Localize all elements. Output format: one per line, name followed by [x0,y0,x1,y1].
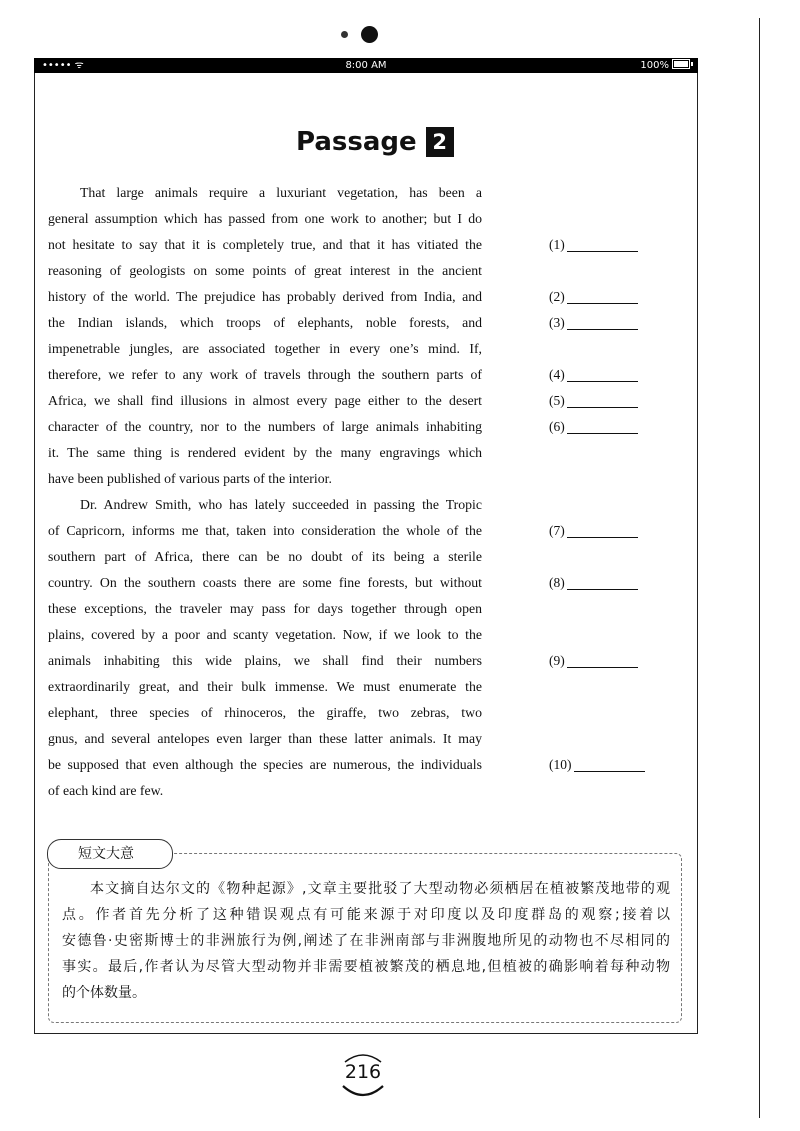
blank-label: (8) [549,575,565,590]
answer-blank-10[interactable] [549,753,649,777]
passage-line: Africa, we shall find illusions in almost every page either to the desert [48,393,482,408]
passage-line: extraordinarily great, and their bulk immense. We must enumerate the [48,679,482,694]
blank-label: (1) [549,237,565,252]
passage-line: of each kind are few. [48,783,164,798]
passage-line: gnus, and several antelopes even larger than these latter animals. It may [48,731,482,746]
page-number [337,1048,389,1100]
answer-blank-5[interactable] [549,389,649,413]
summary-label-tab [47,839,173,869]
summary-line: 点。作者首先分析了这种错误观点有可能来源于对印度以及印度群岛的观察;接着以 [62,907,670,923]
battery-icon [672,59,690,69]
blank-label: (5) [549,393,565,408]
blank-line[interactable] [567,237,638,252]
answer-blank-1[interactable] [549,233,649,257]
passage-number-badge: 2 [426,127,454,157]
answer-blank-3[interactable] [549,311,649,335]
blank-label: (2) [549,289,565,304]
passage-line: southern part of Africa, there can be no doubt of its being a sterile [48,549,482,564]
blank-label: (7) [549,523,565,538]
right-margin-rule [759,18,760,1118]
passage-line: be supposed that even although the species are numerous, the individuals [48,757,482,772]
answer-blank-4[interactable] [549,363,649,387]
passage-line: plains, covered by a poor and scanty vegetation. Now, if we look to the [48,627,482,642]
blank-line[interactable] [567,315,638,330]
blank-line[interactable] [567,653,638,668]
page-frame-bottom [34,1033,698,1034]
passage-line: not hesitate to say that it is completely true, and that it has vitiated the [48,237,482,252]
answer-blank-8[interactable] [549,571,649,595]
camera-lens [361,26,378,43]
blank-label: (6) [549,419,565,434]
answer-blank-9[interactable] [549,649,649,673]
passage-line: the Indian islands, which troops of elephants, noble forests, and [48,315,482,330]
summary-line: 安德鲁·史密斯博士的非洲旅行为例,阐述了在非洲南部与非洲腹地所见的动物也不尽相同的 [62,933,670,949]
answer-blank-6[interactable] [549,415,649,439]
blank-label: (3) [549,315,565,330]
passage-line: of Capricorn, informs me that, taken into consideration the whole of the [48,523,482,538]
passage-line: these exceptions, the traveler may pass for days together through open [48,601,482,616]
sensor-dot [341,31,348,38]
blank-line[interactable] [567,393,638,408]
blank-line[interactable] [567,575,638,590]
battery-percent: 100% [640,60,669,71]
summary-line: 的个体数量。 [62,985,146,1001]
blank-line[interactable] [567,289,638,304]
passage-line: impenetrable jungles, are associated together in every one’s mind. If, [48,341,482,356]
battery-indicator [640,58,690,73]
blank-line[interactable] [567,367,638,382]
passage-line: reasoning of geologists on some points of great interest in the ancient [48,263,482,278]
passage-line: country. On the southern coasts there are some fine forests, but without [48,575,482,590]
passage-line: history of the world. The prejudice has probably derived from India, and [48,289,482,304]
blank-label: (9) [549,653,565,668]
passage-line: animals inhabiting this wide plains, we shall find their numbers [48,653,482,668]
passage-line: have been published of various parts of the interior. [48,471,332,486]
passage-title-word: Passage [296,127,417,157]
summary-label: 短文大意 [78,846,134,862]
passage-line: Dr. Andrew Smith, who has lately succeeded in passing the Tropic [80,497,482,512]
passage-line: That large animals require a luxuriant vegetation, has been a [80,185,482,200]
status-bar [34,58,698,73]
page-number-text: 216 [344,1061,382,1083]
summary-line: 事实。最后,作者认为尽管大型动物并非需要植被繁茂的栖息地,但植被的确影响着每种动物 [62,959,670,975]
blank-line[interactable] [574,757,645,772]
signal-indicator: ••••• ᯤ [42,60,84,71]
passage-line: elephant, three species of rhinoceros, the giraffe, two zebras, two [48,705,482,720]
page-frame-left [34,73,35,1033]
answer-blank-7[interactable] [549,519,649,543]
answer-blank-2[interactable] [549,285,649,309]
passage-line: it. The same thing is rendered evident by the many engravings which [48,445,482,460]
passage-line: character of the country, nor to the numbers of large animals inhabiting [48,419,482,434]
summary-line: 本文摘自达尔文的《物种起源》,文章主要批驳了大型动物必须栖居在植被繁茂地带的观 [90,881,670,897]
blank-line[interactable] [567,419,638,434]
passage-line: therefore, we refer to any work of travels through the southern parts of [48,367,482,382]
passage-line: general assumption which has passed from one work to another; but I do [48,211,482,226]
passage-title [296,122,454,162]
page-frame-right [697,73,698,1033]
blank-line[interactable] [567,523,638,538]
status-time: 8:00 AM [345,60,387,71]
blank-label: (4) [549,367,565,382]
blank-label: (10) [549,757,572,772]
